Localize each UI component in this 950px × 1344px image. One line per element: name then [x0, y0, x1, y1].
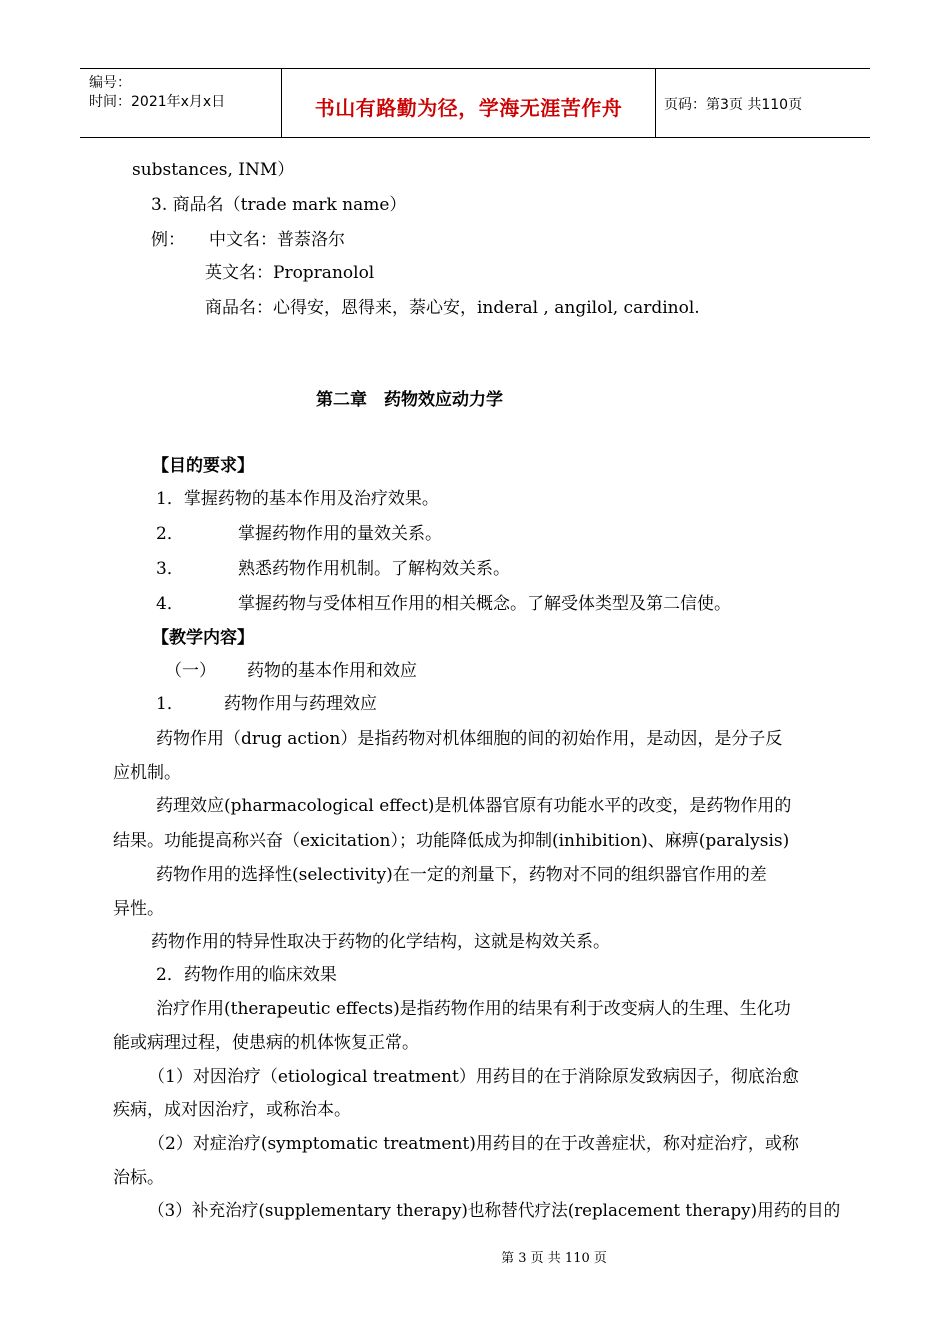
- section-heading: 【教学内容】: [152, 628, 254, 648]
- subsection-number: （一）: [165, 661, 216, 681]
- footer-page-number: 第 3 页 共 110 页: [501, 1251, 607, 1266]
- list-number: 3．: [156, 559, 184, 579]
- header-page-cell: [655, 69, 870, 137]
- body-line: substances, INM）: [132, 160, 295, 180]
- body-line: （1）对因治疗（etiological treatment）用药目的在于消除原发致病因子，彻底治愈: [148, 1067, 799, 1087]
- chapter-title: 第二章 药物效应动力学: [316, 390, 503, 410]
- page-footer: [0, 1247, 950, 1266]
- section-heading: 【目的要求】: [152, 456, 254, 476]
- subsection-title: 药物的基本作用和效应: [247, 661, 417, 681]
- body-line: （2）对症治疗(symptomatic treatment)用药目的在于改善症状，称对症治疗，或称: [148, 1134, 799, 1154]
- list-item: 掌握药物作用的量效关系。: [238, 524, 442, 544]
- body-line: 药物作用的选择性(selectivity)在一定的剂量下，药物对不同的组织器官作用的差: [156, 865, 767, 885]
- header-meta-cell: [80, 69, 281, 137]
- body-line: 英文名：Propranolol: [205, 263, 375, 283]
- body-line: 异性。: [113, 899, 164, 919]
- header-motto: 书山有路勤为径，学海无涯苦作舟: [314, 96, 623, 120]
- body-line: 商品名：心得安，恩得来，萘心安，inderal , angilol, cardinol.: [205, 298, 700, 318]
- document-time: 时间：2021年x月x日: [89, 94, 226, 110]
- body-line: 3. 商品名（trade mark name）: [151, 195, 407, 215]
- header-page-number: 页码：第3页 共110页: [664, 97, 803, 113]
- body-line: 应机制。: [113, 763, 181, 783]
- list-number: 1．: [156, 694, 184, 714]
- body-line: 2．药物作用的临床效果: [156, 965, 337, 985]
- body-line: 中文名：普萘洛尔: [209, 230, 345, 250]
- body-line: 药物作用的特异性取决于药物的化学结构，这就是构效关系。: [151, 932, 610, 952]
- body-line: （3）补充治疗(supplementary therapy)也称替代疗法(replacement therapy)用药的目的: [148, 1201, 841, 1221]
- body-line: 治疗作用(therapeutic effects)是指药物作用的结果有利于改变病人的生理、生化功: [156, 999, 791, 1019]
- list-number: 2．: [156, 524, 184, 544]
- list-item: 熟悉药物作用机制。了解构效关系。: [238, 559, 510, 579]
- body-line: 例：: [151, 230, 185, 250]
- list-item: 药物作用与药理效应: [224, 694, 377, 714]
- body-line: 结果。功能提高称兴奋（exicitation）；功能降低成为抑制(inhibition)、麻痹(paralysis): [113, 831, 790, 851]
- body-line: 治标。: [113, 1168, 164, 1188]
- list-number: 4．: [156, 594, 184, 614]
- header-motto-cell: [281, 69, 656, 137]
- page-header: [80, 68, 870, 138]
- list-item: 1．掌握药物的基本作用及治疗效果。: [156, 489, 439, 509]
- document-number: 编号：: [89, 75, 131, 91]
- list-item: 掌握药物与受体相互作用的相关概念。了解受体类型及第二信使。: [238, 594, 731, 614]
- body-line: 药物作用（drug action）是指药物对机体细胞的间的初始作用，是动因，是分子反: [156, 729, 783, 749]
- body-line: 疾病，成对因治疗，或称治本。: [113, 1100, 351, 1120]
- body-line: 药理效应(pharmacological effect)是机体器官原有功能水平的改变，是药物作用的: [156, 796, 792, 816]
- body-line: 能或病理过程，使患病的机体恢复正常。: [113, 1033, 419, 1053]
